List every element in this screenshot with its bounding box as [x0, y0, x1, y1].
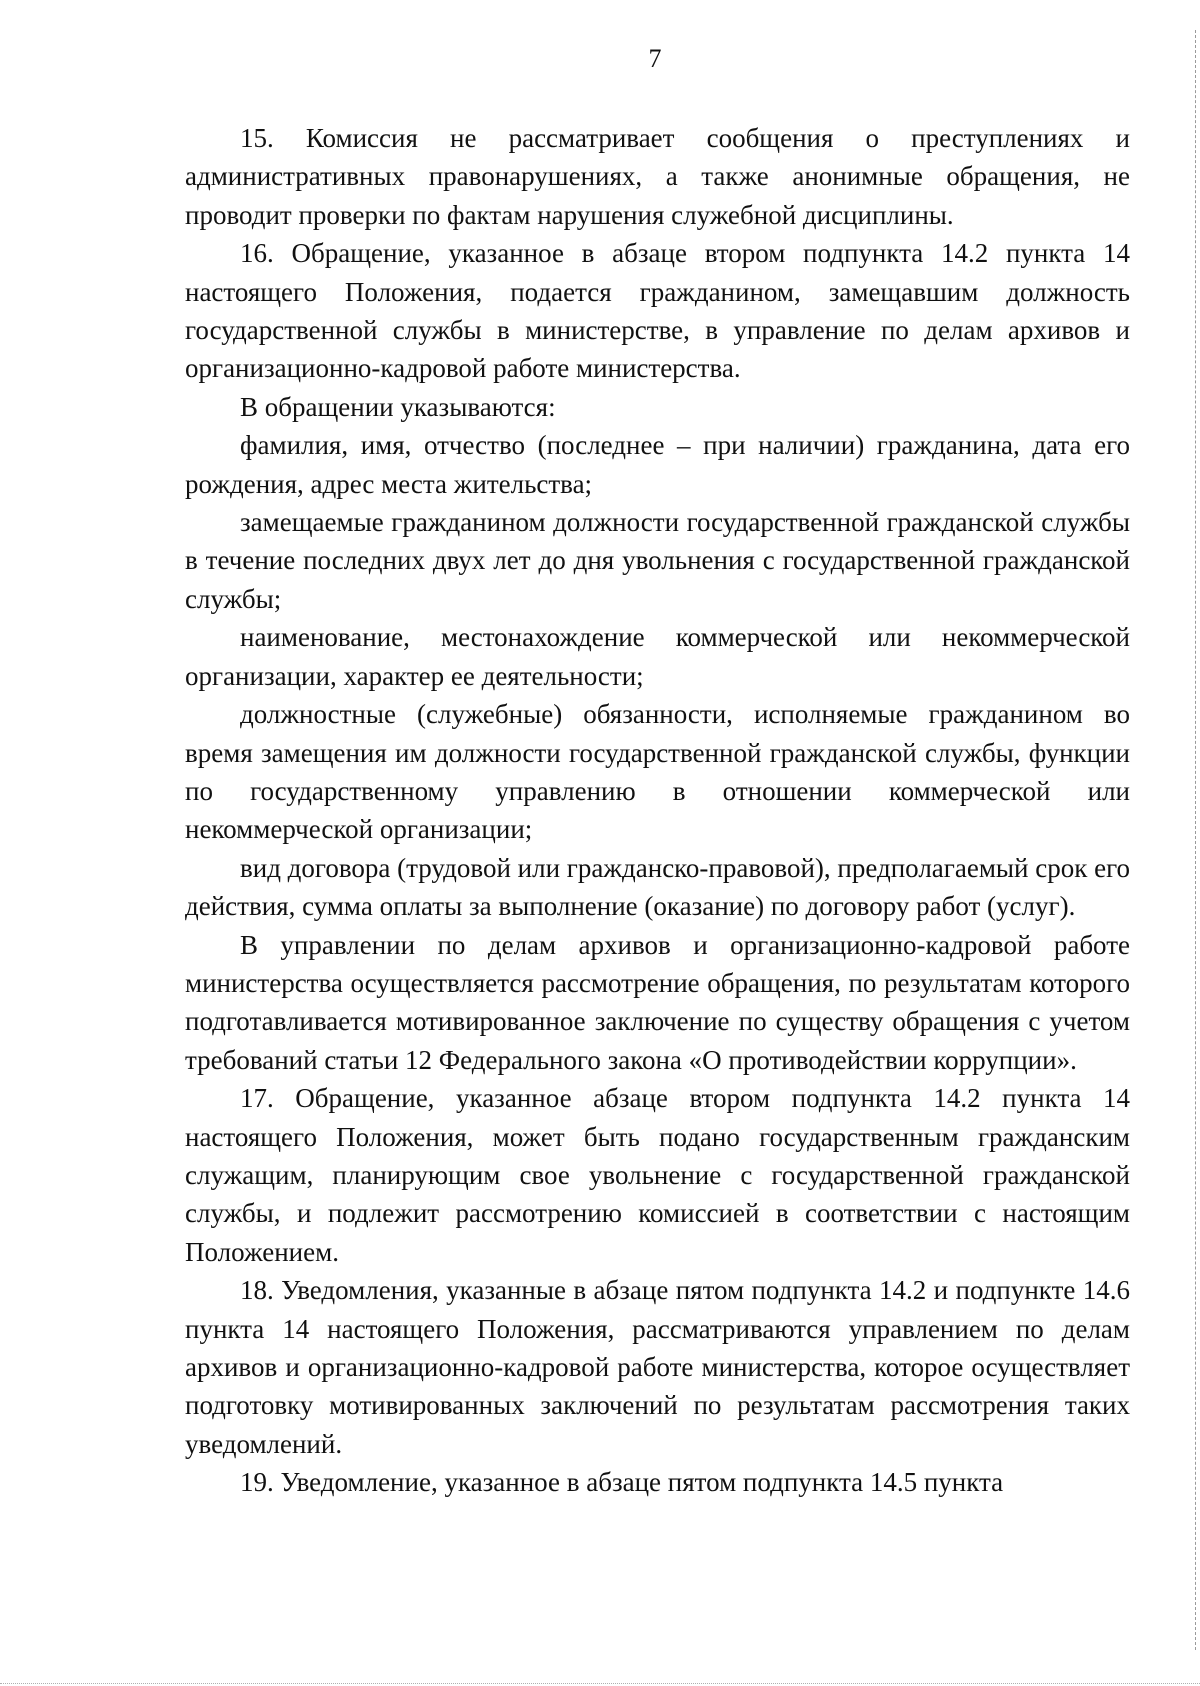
- paragraph-appeal-item-positions: замещаемые гражданином должности государственной гражданской службы в течение последних двух лет до дня увольнения с государственной гражданской службы;: [185, 507, 1130, 614]
- paragraph-appeal-contents-intro: В обращении указываются:: [240, 391, 556, 422]
- paragraph-appeal-item-organization: наименование, местонахождение коммерческой или некоммерческой организации, характер ее деятельности;: [185, 622, 1130, 691]
- paragraph-16: 16. Обращение, указанное в абзаце втором подпункта 14.2 пункта 14 настоящего Положения, подается гражданином, замещавшим должность государственной службы в министерстве, в управление по делам архивов и организационно-кадровой работе министерства.: [185, 238, 1130, 384]
- paragraph-appeal-item-contract: вид договора (трудовой или гражданско-правовой), предполагаемый срок его действия, сумма оплаты за выполнение (оказание) по договору работ (услуг).: [185, 852, 1130, 922]
- page-number: 7: [648, 44, 662, 73]
- document-body: [185, 119, 1130, 1502]
- paragraph-appeal-review: В управлении по делам архивов и организационно-кадровой работе министерства осуществляется рассмотрение обращения, по результатам которого подготавливается мотивированное заключение по существу обращения с учетом требований статьи 12 Федерального закона «О противодействии коррупции».: [185, 929, 1130, 1075]
- paragraph-15: 15. Комиссия не рассматривает сообщения о преступлениях и административных правонарушениях, а также анонимные обращения, не проводит проверки по фактам нарушения служебной дисциплины.: [185, 123, 1130, 230]
- paragraph-appeal-item-name: фамилия, имя, отчество (последнее – при наличии) гражданина, дата его рождения, адрес места жительства;: [185, 430, 1130, 499]
- paragraph-19: 19. Уведомление, указанное в абзаце пятом подпункта 14.5 пункта: [240, 1467, 1004, 1498]
- scan-bottom-edge-line: [0, 1682, 1200, 1684]
- paragraph-17: 17. Обращение, указанное абзаце втором подпункта 14.2 пункта 14 настоящего Положения, может быть подано государственным гражданским служащим, планирующим свое увольнение с государственной гражданской службы, и подлежит рассмотрению комиссией в соответствии с настоящим Положением.: [185, 1083, 1130, 1267]
- paragraph-18: 18. Уведомления, указанные в абзаце пятом подпункта 14.2 и подпункте 14.6 пункта 14 настоящего Положения, рассматриваются управлением по делам архивов и организационно-кадровой работе министерства, которое осуществляет подготовку мотивированных заключений по результатам рассмотрения таких уведомлений.: [185, 1275, 1130, 1459]
- scan-right-edge-line: [1194, 30, 1196, 1650]
- paragraph-appeal-item-duties: должностные (служебные) обязанности, исполняемые гражданином во время замещения им должности государственной гражданской службы, функции по государственному управлению в отношении коммерческой или некоммерческой организации;: [185, 699, 1130, 845]
